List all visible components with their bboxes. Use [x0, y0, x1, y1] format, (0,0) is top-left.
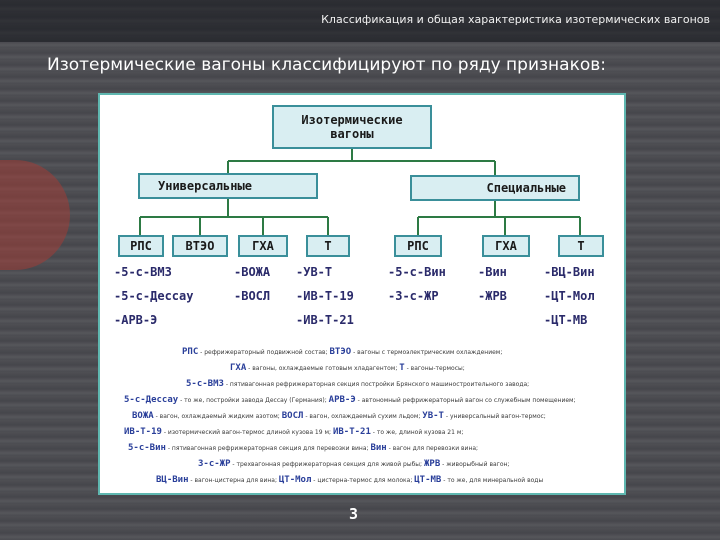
legend-row: [182, 347, 502, 357]
legend-description: - вагоны, охлаждаемые готовым хладагентом;: [246, 365, 400, 372]
list-item: -ВОСЛ: [234, 289, 271, 303]
legend-description: - вагон, охлаждаемый сухим льдом;: [303, 413, 423, 420]
header-bar: [0, 0, 720, 42]
legend-term: 3-с-ЖР: [198, 459, 231, 469]
leaf-t-special: Т: [558, 235, 604, 257]
legend-term: УВ-Т: [422, 411, 444, 421]
legend-description: - вагон, охлаждаемый жидким азотом;: [153, 413, 282, 420]
leaf-rps-special: РПС: [394, 235, 442, 257]
legend-term: ЖРВ: [423, 459, 441, 469]
list-item: -УВ-Т: [296, 265, 333, 279]
legend-row: [124, 395, 576, 405]
legend-row: [132, 411, 546, 421]
legend-description: - то же, для минеральной воды: [441, 477, 544, 484]
legend-term: Т: [399, 363, 405, 373]
legend-description: - то же, постройки завода Дессау (Германия);: [178, 397, 329, 404]
diagram-panel: [98, 93, 626, 495]
background-decoration: [0, 160, 70, 270]
legend-description: - изотермический вагон-термос длиной кузова 19 м;: [161, 429, 333, 436]
legend-description: - вагоны-термосы;: [404, 365, 465, 372]
legend-description: - трехвагонная рефрижераторная секция для живой рыбы;: [230, 461, 424, 468]
list-item: -ЦТ-Мол: [544, 289, 595, 303]
legend-row: [230, 363, 465, 373]
list-item: -ИВ-Т-21: [296, 313, 354, 327]
legend-term: ЦТ-Мол: [278, 475, 312, 485]
legend-description: - вагон-цистерна для вина;: [188, 477, 279, 484]
legend-row: [186, 379, 529, 389]
legend-description: - живорыбный вагон;: [440, 461, 510, 468]
legend-row: [124, 427, 463, 437]
root-node: Изотермические вагоны: [272, 105, 432, 149]
legend-term: ВОСЛ: [281, 411, 304, 421]
legend-row: [128, 443, 478, 453]
leaf-gha-special: ГХА: [482, 235, 530, 257]
list-item: -5-с-Дессау: [114, 289, 194, 303]
list-item: -5-с-ВМЗ: [114, 265, 172, 279]
slide-title: Изотермические вагоны классифицируют по ряду признаков:: [47, 55, 606, 75]
legend-term: ИВ-Т-21: [332, 427, 371, 437]
list-item: -ЦТ-МВ: [544, 313, 588, 327]
legend-description: - автономный рефрижераторный вагон со служебным помещением;: [355, 397, 576, 404]
list-item: -ВОЖА: [234, 265, 271, 279]
legend-row: [156, 475, 543, 485]
leaf-t-universal: Т: [306, 235, 350, 257]
legend-description: - рефрижераторный подвижной состав;: [198, 349, 330, 356]
legend-term: ИВ-Т-19: [124, 427, 162, 437]
list-item: -Вин: [478, 265, 507, 279]
list-item: -ЖРВ: [478, 289, 507, 303]
list-item: -5-с-Вин: [388, 265, 446, 279]
list-item: -АРВ-Э: [114, 313, 158, 327]
list-item: -ВЦ-Вин: [544, 265, 595, 279]
legend-term: 5-с-ВМЗ: [186, 379, 224, 389]
legend-term: 5-с-Вин: [128, 443, 166, 453]
legend-row: [198, 459, 509, 469]
special-node: Специальные: [410, 175, 580, 201]
universal-node: Универсальные: [138, 173, 318, 199]
legend-description: - пятивагонная рефрижераторная секция постройки Брянского машиностроительного завода;: [223, 381, 530, 388]
leaf-vteo: ВТЭО: [172, 235, 228, 257]
legend-description: - вагоны с термоэлектрическим охлаждением;: [351, 349, 503, 356]
legend-term: АРВ-Э: [328, 395, 356, 405]
legend-term: ГХА: [230, 363, 247, 373]
page-number: 3: [349, 505, 359, 523]
legend-description: - пятивагонная рефрижераторная секция для перевозки вина;: [165, 445, 371, 452]
list-item: -ИВ-Т-19: [296, 289, 354, 303]
legend-description: - цистерна-термос для молока;: [311, 477, 415, 484]
header-title: Классификация и общая характеристика изотермических вагонов: [321, 13, 710, 26]
leaf-rps-universal: РПС: [118, 235, 164, 257]
legend-description: - то же, длиной кузова 21 м;: [370, 429, 464, 436]
legend-term: Вин: [370, 443, 387, 453]
list-item: -3-с-ЖР: [388, 289, 439, 303]
legend-term: ЦТ-МВ: [414, 475, 442, 485]
leaf-gha-universal: ГХА: [238, 235, 288, 257]
legend-term: ВТЭО: [329, 347, 352, 357]
legend-term: 5-с-Дессау: [124, 395, 179, 405]
legend-description: - универсальный вагон-термос;: [443, 413, 546, 420]
legend-term: РПС: [182, 347, 199, 357]
legend-description: - вагон для перевозки вина;: [386, 445, 479, 452]
legend-term: ВОЖА: [132, 411, 154, 421]
legend-term: ВЦ-Вин: [156, 475, 189, 485]
